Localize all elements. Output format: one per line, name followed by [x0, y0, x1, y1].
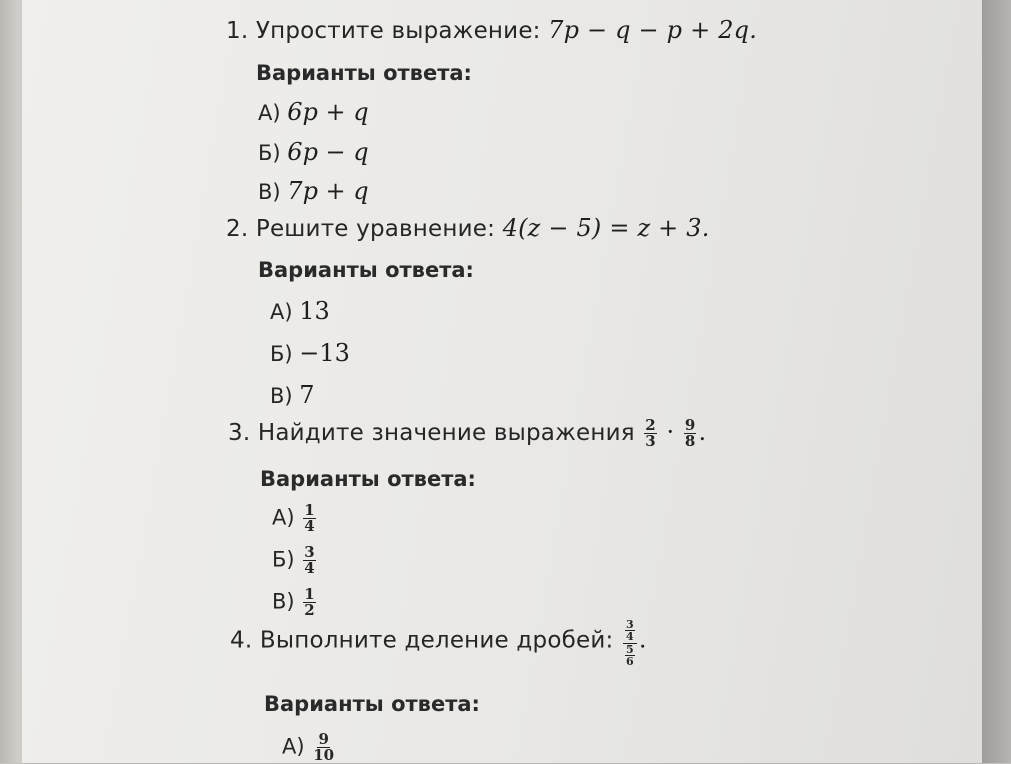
question-1-option-a	[258, 98, 369, 126]
fraction-denominator: 3	[645, 432, 656, 450]
question-4-text: Выполните деление дробей:	[259, 627, 614, 654]
fraction-numerator: 3	[304, 543, 315, 561]
fraction-numerator: 1	[304, 585, 315, 603]
question-1	[226, 16, 757, 44]
question-2-option-a	[270, 297, 330, 325]
question-2-text: Решите уравнение:	[255, 216, 496, 242]
fraction-denominator: 6	[625, 655, 634, 668]
question-3-option-c	[272, 587, 318, 618]
question-4-complex-fraction	[623, 615, 637, 667]
fraction-denominator: 2	[304, 601, 315, 619]
option-fraction	[313, 732, 334, 763]
complex-fraction-top	[623, 615, 637, 644]
fraction-numerator: 9	[684, 416, 696, 434]
question-1-option-c	[258, 177, 369, 205]
desk-background-right	[982, 0, 1011, 763]
fraction-denominator: 4	[625, 629, 634, 643]
fraction-denominator: 10	[313, 746, 335, 764]
option-value: 7	[299, 381, 315, 409]
question-1-number: 1.	[226, 18, 249, 44]
option-letter: Б)	[258, 141, 281, 165]
question-2	[226, 214, 710, 242]
question-3	[228, 418, 706, 449]
option-letter: А)	[258, 101, 281, 125]
multiply-operator: ·	[666, 418, 675, 446]
complex-fraction-bottom	[623, 644, 637, 667]
desk-background-left	[0, 0, 24, 763]
question-2-number: 2.	[226, 216, 249, 242]
option-letter: Б)	[272, 547, 295, 572]
question-1-option-b	[258, 138, 369, 166]
question-4-variants-label: Варианты ответа:	[264, 692, 480, 716]
option-letter: А)	[272, 505, 295, 530]
option-fraction	[303, 503, 315, 534]
option-letter: А)	[282, 734, 305, 759]
question-3-fraction-1	[644, 418, 657, 449]
question-3-text: Найдите значение выражения	[257, 420, 635, 446]
question-4-end-dot: .	[638, 625, 647, 654]
question-1-expression: 7p − q − p + 2q.	[548, 16, 758, 44]
option-fraction	[303, 545, 315, 576]
fraction-numerator: 3	[625, 617, 634, 631]
option-fraction	[303, 587, 315, 618]
question-4-option-a	[282, 732, 336, 763]
option-value: 6p − q	[287, 138, 369, 166]
option-letter: В)	[258, 180, 281, 204]
question-3-end-dot: .	[698, 418, 707, 446]
question-3-option-b	[272, 545, 318, 576]
option-letter: В)	[272, 589, 295, 614]
fraction-denominator: 4	[304, 517, 315, 535]
option-value: 7p + q	[287, 177, 369, 205]
top-fraction	[625, 619, 635, 642]
fraction-numerator: 9	[318, 730, 329, 748]
fraction-denominator: 8	[684, 432, 696, 450]
option-value: 6p + q	[287, 98, 369, 126]
option-letter: А)	[270, 300, 293, 324]
question-2-variants-label: Варианты ответа:	[258, 258, 474, 282]
question-3-fraction-2	[684, 418, 697, 449]
option-letter: В)	[270, 384, 293, 408]
question-1-variants-label: Варианты ответа:	[256, 61, 472, 85]
bottom-fraction	[625, 644, 635, 667]
question-3-number: 3.	[228, 420, 251, 446]
fraction-denominator: 4	[304, 559, 315, 577]
question-3-option-a	[272, 503, 318, 534]
fraction-numerator: 2	[645, 416, 656, 434]
question-1-text: Упростите выражение:	[255, 18, 541, 44]
option-value: −13	[299, 339, 350, 367]
question-3-variants-label: Варианты ответа:	[260, 467, 476, 491]
option-value: 13	[299, 297, 330, 325]
question-4-number: 4.	[230, 627, 253, 654]
fraction-numerator: 5	[625, 643, 634, 656]
fraction-numerator: 1	[304, 501, 315, 519]
question-4	[230, 615, 647, 667]
question-2-option-b	[270, 339, 350, 367]
option-letter: Б)	[270, 342, 293, 366]
question-2-expression: 4(z − 5) = z + 3.	[502, 214, 710, 242]
question-2-option-c	[270, 381, 315, 409]
